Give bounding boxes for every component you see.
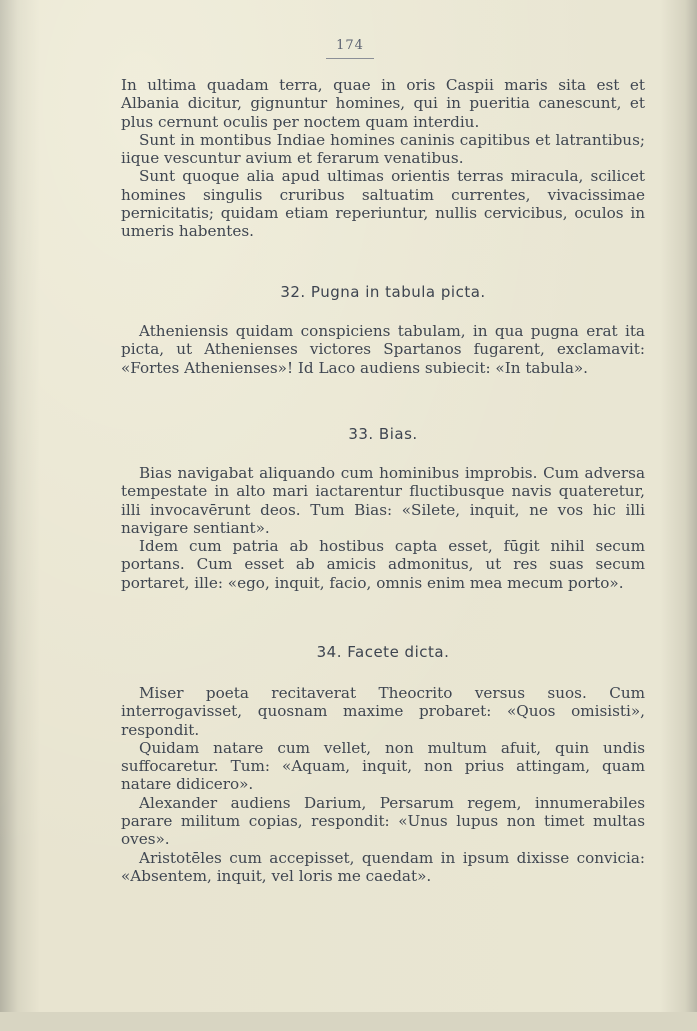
intro-text [121,76,645,241]
section-heading-33: 33. Bias. [348,425,418,443]
page-number-rule [326,58,374,59]
section-34-paragraph-4: Aristotēles cum accepisset, quendam in ipsum dixisse convicia: «Absentem, inquit, vel loris me caedat». [121,848,645,885]
intro-paragraph-3: Sunt quoque alia apud ultimas orientis terras miracula, scilicet homines singulis cruribus saltuatim currentes, vivacissimae pernicitatis; quidam etiam reperiuntur, nullis cervicibus, oculos in umeris habentes. [121,167,645,241]
page-bottom-edge [0,1012,697,1031]
section-32-text [121,322,645,377]
section-33-text [121,464,645,592]
section-33-paragraph-1: Bias navigabat aliquando cum hominibus improbis. Cum adversa tempestate in alto mari iactarentur fluctibusque navis quateretur, illi invocavērunt deos. Tum Bias: «Silete, inquit, ne vos hic illi navigare sentiant». [121,464,645,537]
section-heading-34: 34. Facete dicta. [316,643,450,661]
section-33-paragraph-2: Idem cum patria ab hostibus capta esset, fūgit nihil secum portans. Cum esset ab amicis admonitus, ut res suas secum portaret, ille: «ego, inquit, facio, omnis enim mea mecum porto». [121,537,645,592]
page-number: 174 [336,38,364,53]
section-34-paragraph-1: Miser poeta recitaverat Theocrito versus suos. Cum interrogavisset, quosnam maxime probaret: «Quos omisisti», respondit. [121,684,645,739]
intro-paragraph-1: In ultima quadam terra, quae in oris Caspii maris sita est et Albania dicitur, gignuntur homines, qui in pueritia canescunt, et plus cernunt oculis per noctem quam interdiu. [121,76,645,131]
section-34-paragraph-2: Quidam natare cum vellet, non multum afuit, quin undis suffocaretur. Tum: «Aquam, inquit, non prius attingam, quam natare didicero». [121,738,645,794]
intro-paragraph-2: Sunt in montibus Indiae homines caninis capitibus et latrantibus; iique vescuntur avium et ferarum venatibus. [121,130,645,168]
section-34-paragraph-3: Alexander audiens Darium, Persarum regem, innumerabiles parare militum copias, respondit: «Unus lupus non timet multas oves». [121,793,645,849]
section-32-paragraph-1: Atheniensis quidam conspiciens tabulam, in qua pugna erat ita picta, ut Athenienses victores Spartanos fugarent, exclamavit: «Fortes Athenienses»! Id Laco audiens subiecit: «In tabula». [121,322,645,377]
section-heading-32: 32. Pugna in tabula picta. [280,283,486,301]
section-34-text [121,684,645,885]
